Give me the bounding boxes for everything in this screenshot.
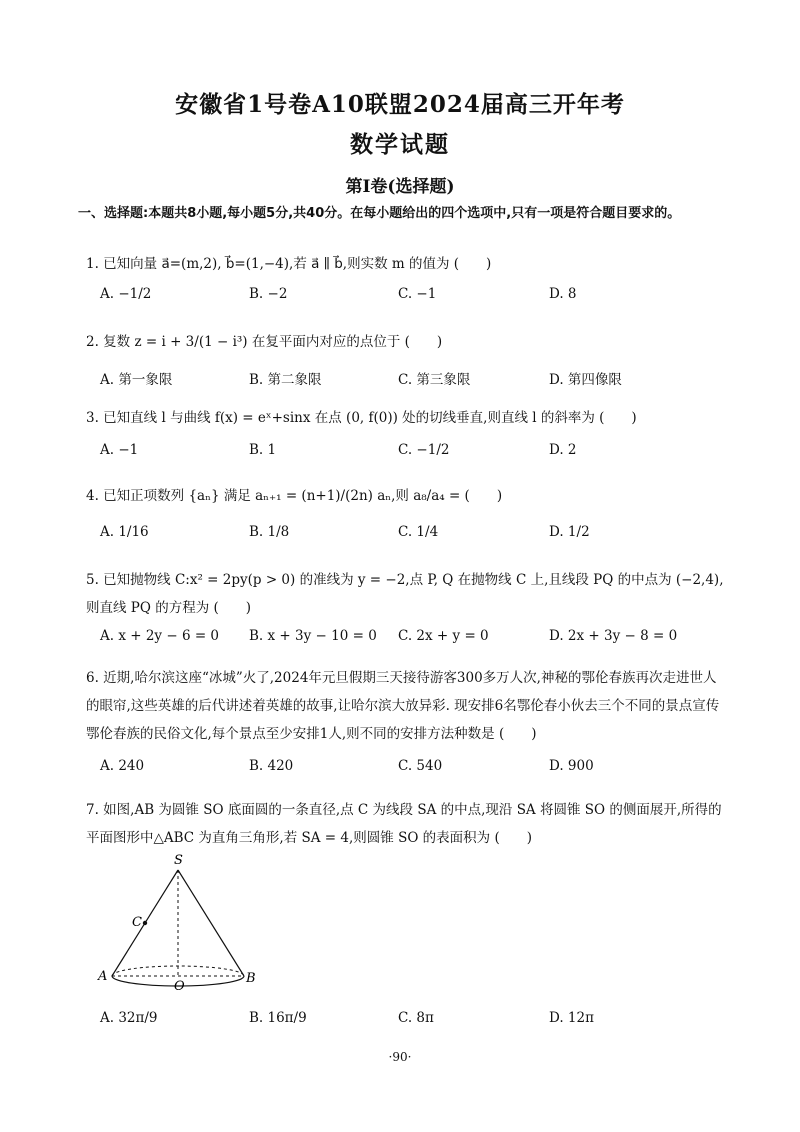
question-6-option-c: C. 540 xyxy=(398,758,443,774)
question-4-option-d: D. 1/2 xyxy=(549,524,590,540)
label-s: S xyxy=(174,853,183,868)
question-7-option-d: D. 12π xyxy=(549,1010,594,1026)
question-5-option-b: B. x + 3y − 10 = 0 xyxy=(249,628,377,644)
question-5-options xyxy=(100,628,720,658)
question-1-option-a: A. −1/2 xyxy=(100,286,152,302)
label-c: C xyxy=(132,915,142,930)
question-3-stem: 3. 已知直线 l 与曲线 f(x) = eˣ+sinx 在点 (0, f(0)) 处的切线垂直,则直线 l 的斜率为 ( ) xyxy=(86,410,637,426)
label-b: B xyxy=(246,971,256,986)
question-6-option-b: B. 420 xyxy=(249,758,294,774)
question-7-option-c: C. 8π xyxy=(398,1010,434,1026)
question-7-option-b: B. 16π/9 xyxy=(249,1010,307,1026)
question-6-stem: 6. 近期,哈尔滨这座“冰城”火了,2024年元旦假期三天接待游客300多万人次,神秘的鄂伦春族再次走进世人的眼帘,这些英雄的后代讲述着英雄的故事,让哈尔滨大放异彩. 现安排6名鄂伦春小伙去三个不同的景点宣传鄂伦春族的民俗文化,每个景点至少安排1人,则不同的安排方法种数是 ( ) xyxy=(86,670,720,742)
question-7-stem: 7. 如图,AB 为圆锥 SO 底面圆的一条直径,点 C 为线段 SA 的中点,现沿 SA 将圆锥 SO 的侧面展开,所得的平面图形中△ABC 为直角三角形,若 SA = 4,则圆锥 SO 的表面积为 ( ) xyxy=(86,802,722,846)
question-3-option-c: C. −1/2 xyxy=(398,442,450,458)
question-4-options xyxy=(100,524,720,554)
cone-edge-sb xyxy=(178,870,244,976)
question-4-option-b: B. 1/8 xyxy=(249,524,290,540)
question-3-option-a: A. −1 xyxy=(100,442,139,458)
question-3-option-b: B. 1 xyxy=(249,442,277,458)
question-2-option-c: C. 第三象限 xyxy=(398,372,471,388)
exam-subject: 数学试题 xyxy=(350,131,450,158)
question-2-options xyxy=(100,368,720,398)
question-3-option-d: D. 2 xyxy=(549,442,577,458)
point-c-dot xyxy=(143,921,147,925)
question-2-option-b: B. 第二象限 xyxy=(249,372,322,388)
question-5-option-c: C. 2x + y = 0 xyxy=(398,628,489,644)
question-5-option-d: D. 2x + 3y − 8 = 0 xyxy=(549,628,678,644)
question-1-options xyxy=(100,286,720,316)
question-5-option-a: A. x + 2y − 6 = 0 xyxy=(100,628,220,644)
section-title: 第Ⅰ卷(选择题) xyxy=(345,177,455,197)
question-6-option-a: A. 240 xyxy=(100,758,145,774)
question-5-stem: 5. 已知抛物线 C:x² = 2py(p > 0) 的准线为 y = −2,点 P, Q 在抛物线 C 上,且线段 PQ 的中点为 (−2,4),则直线 PQ 的方程为 ( ) xyxy=(86,572,724,616)
exam-title: 安徽省1号卷A10联盟2024届高三开年考 xyxy=(175,91,625,118)
question-4-option-c: C. 1/4 xyxy=(398,524,439,540)
question-4-stem: 4. 已知正项数列 {aₙ} 满足 aₙ₊₁ = (n+1)/(2n) aₙ,则 a₈/a₄ = ( ) xyxy=(86,488,503,504)
question-2-option-a: A. 第一象限 xyxy=(100,372,173,388)
question-4-option-a: A. 1/16 xyxy=(100,524,149,540)
question-7-option-a: A. 32π/9 xyxy=(100,1010,158,1026)
question-2-stem: 2. 复数 z = i + 3/(1 − i³) 在复平面内对应的点位于 ( ) xyxy=(86,334,443,350)
question-7-options xyxy=(100,1010,720,1040)
question-1-option-d: D. 8 xyxy=(549,286,577,302)
question-3-options xyxy=(100,442,720,472)
label-a: A xyxy=(98,969,108,984)
page-number: ·90· xyxy=(388,1050,412,1064)
question-6-options xyxy=(100,758,720,788)
label-o: O xyxy=(174,979,185,994)
question-1-option-b: B. −2 xyxy=(249,286,288,302)
section-instruction: 一、选择题:本题共8小题,每小题5分,共40分。在每小题给出的四个选项中,只有一项是符合题目要求的。 xyxy=(78,206,681,221)
question-2-option-d: D. 第四像限 xyxy=(549,372,622,388)
question-1-stem: 1. 已知向量 a⃗=(m,2), b⃗=(1,−4),若 a⃗ ∥ b⃗,则实数 m 的值为 ( ) xyxy=(86,256,492,272)
question-1-option-c: C. −1 xyxy=(398,286,437,302)
question-6-option-d: D. 900 xyxy=(549,758,594,774)
cone-figure xyxy=(96,848,276,998)
